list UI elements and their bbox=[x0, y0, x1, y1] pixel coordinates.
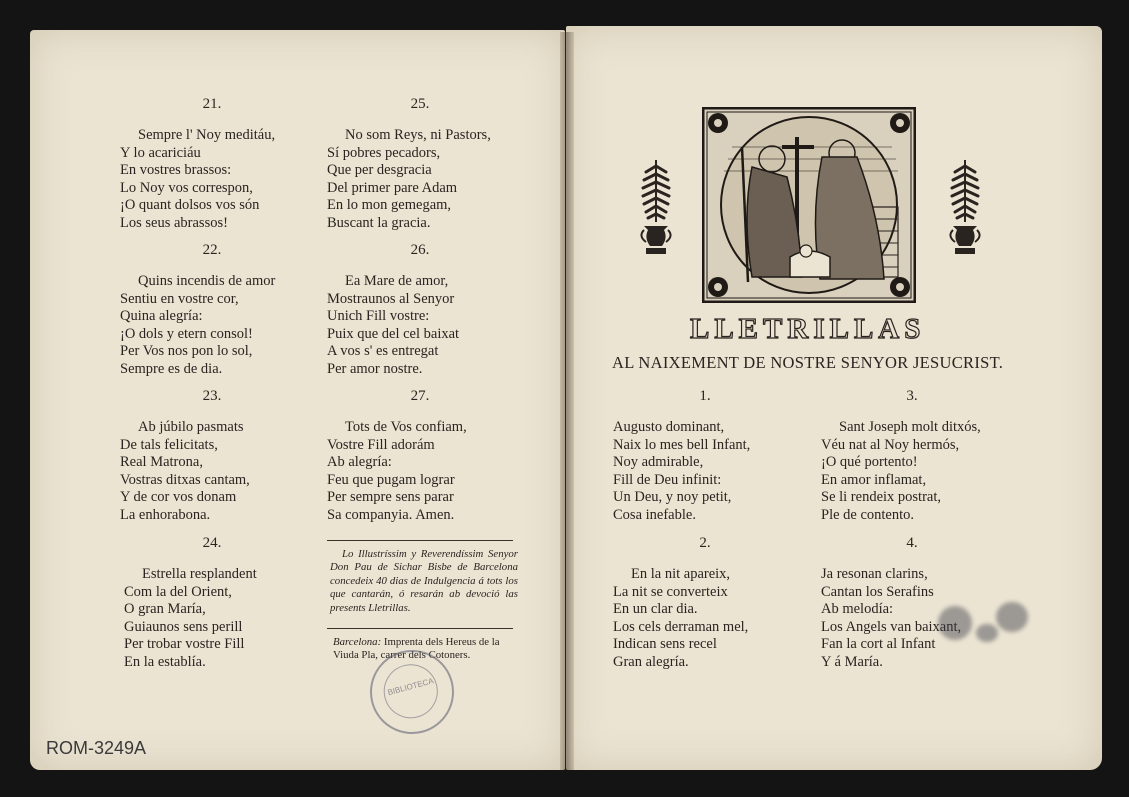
verse-line: Naix lo mes bell Infant, bbox=[613, 436, 751, 453]
verse-line: Y lo acariciáu bbox=[120, 144, 201, 161]
stanza-number: 3. bbox=[906, 388, 918, 404]
verse-line: Per amor nostre. bbox=[327, 360, 423, 377]
divider-rule bbox=[327, 540, 513, 541]
verse-line: En la establía. bbox=[124, 653, 206, 670]
ink-stain bbox=[996, 602, 1028, 632]
verse-line: ¡O dols y etern consol! bbox=[120, 325, 253, 342]
verse-line: A vos s' es entregat bbox=[327, 343, 439, 360]
stanza-number: 21. bbox=[202, 96, 222, 112]
verse-line: Véu nat al Noy hermós, bbox=[821, 436, 960, 453]
verse-line: Y á María. bbox=[821, 653, 883, 670]
indulgence-note: Lo Illustríssim y Reverendíssim Senyor Don Pau de Sichar Bisbe de Barcelona concedeix 40 dias de Indulgencia á tots los que cantarán, ó resarán ab devoció las presents Lletrillas. bbox=[330, 548, 518, 614]
stanza-24 bbox=[124, 566, 257, 672]
stanza-number: 26. bbox=[410, 242, 430, 258]
verse-line: Per Vos nos pon lo sol, bbox=[120, 343, 253, 360]
verse-line: Un Deu, y noy petit, bbox=[613, 489, 732, 506]
divider-rule bbox=[327, 628, 513, 629]
stanza-number: 22. bbox=[202, 242, 222, 258]
verse-line: Ea Mare de amor, bbox=[345, 273, 449, 289]
book-gutter bbox=[560, 32, 574, 770]
verse-line: En la nit apareix, bbox=[631, 566, 731, 582]
verse-line: Ab melodía: bbox=[821, 601, 894, 618]
verse-line: Del primer pare Adam bbox=[327, 179, 458, 196]
verse-line: Feu que pugam lograr bbox=[327, 471, 455, 488]
verse-line: Noy admirable, bbox=[613, 454, 704, 471]
verse-line: Los seus abrassos! bbox=[120, 214, 228, 231]
verse-line: Puix que del cel baixat bbox=[327, 325, 460, 342]
verse-line: Y de cor vos donam bbox=[120, 489, 237, 506]
verse-line: Sí pobres pecadors, bbox=[327, 144, 441, 161]
nativity-woodcut bbox=[702, 107, 916, 303]
stanza-number: 4. bbox=[906, 535, 918, 551]
verse-line: De tals felicitats, bbox=[120, 436, 218, 453]
subtitle: AL NAIXEMENT DE NOSTRE SENYOR JESUCRIST. bbox=[612, 353, 1004, 372]
verse-line: Estrella resplandent bbox=[142, 566, 257, 582]
stanza-number: 27. bbox=[410, 388, 430, 404]
stanza-number: 24. bbox=[202, 535, 222, 551]
verse-line: Indican sens recel bbox=[613, 636, 717, 653]
verse-line: Ja resonan clarins, bbox=[821, 566, 928, 582]
stanza-27 bbox=[327, 419, 467, 525]
verse-line: Mostraunos al Senyor bbox=[327, 290, 455, 307]
stanza-number: 2. bbox=[699, 535, 711, 551]
verse-line: ¡O qué portento! bbox=[821, 454, 918, 471]
stanza-3 bbox=[821, 419, 981, 525]
verse-line: Guiaunos sens perill bbox=[124, 618, 243, 635]
verse-line: Cantan los Serafins bbox=[821, 583, 934, 600]
page-title: LLETRILLAS bbox=[690, 313, 926, 345]
verse-line: Sempre l' Noy meditáu, bbox=[138, 127, 276, 143]
palm-vase-ornament-left bbox=[638, 158, 674, 258]
verse-line: En amor inflamat, bbox=[821, 471, 927, 488]
verse-line: Se li rendeix postrat, bbox=[821, 489, 942, 506]
verse-line: O gran María, bbox=[124, 601, 206, 618]
verse-line: Sempre es de dia. bbox=[120, 360, 223, 377]
stanza-number: 1. bbox=[699, 388, 711, 404]
verse-line: Vostre Fill adorám bbox=[327, 436, 435, 453]
verse-line: Cosa inefable. bbox=[613, 506, 696, 523]
stamp-text: BIBLIOTECA bbox=[386, 676, 435, 698]
stanza-1 bbox=[613, 419, 750, 525]
verse-line: En vostres brassos: bbox=[120, 162, 232, 179]
verse-line: Per sempre sens parar bbox=[327, 489, 454, 506]
verse-line: En lo mon gemegam, bbox=[327, 197, 452, 214]
stanza-22 bbox=[120, 273, 275, 379]
verse-line: Fill de Deu infinit: bbox=[613, 471, 722, 488]
verse-line: En un clar dia. bbox=[613, 601, 698, 618]
verse-line: Sa companyia. Amen. bbox=[327, 506, 455, 523]
verse-line: Que per desgracia bbox=[327, 162, 432, 179]
verse-line: Lo Noy vos correspon, bbox=[120, 179, 253, 196]
ink-stain bbox=[938, 606, 972, 640]
shelfmark: ROM-3249A bbox=[46, 738, 147, 758]
stanza-23 bbox=[120, 419, 250, 525]
imprint-text: Imprenta dels Hereus de la Viuda Pla, carrer dels Cotoners. bbox=[333, 636, 500, 662]
verse-line: Unich Fill vostre: bbox=[327, 308, 430, 325]
stanza-21 bbox=[120, 127, 275, 233]
verse-line: Quina alegría: bbox=[120, 308, 203, 325]
verse-line: Gran alegría. bbox=[613, 653, 689, 670]
verse-line: Per trobar vostre Fill bbox=[124, 636, 245, 653]
palm-vase-ornament-right bbox=[947, 158, 983, 258]
verse-line: Vostras ditxas cantam, bbox=[120, 471, 250, 488]
verse-line: Tots de Vos confiam, bbox=[345, 419, 467, 435]
verse-line: Los cels derraman mel, bbox=[613, 618, 749, 635]
verse-line: Quins incendis de amor bbox=[138, 273, 276, 289]
verse-line: Los Angels van baixant, bbox=[821, 618, 962, 635]
ink-stain bbox=[976, 624, 998, 642]
verse-line: Augusto dominant, bbox=[613, 419, 725, 435]
verse-line: Sentiu en vostre cor, bbox=[120, 290, 239, 307]
stanza-2 bbox=[613, 566, 748, 672]
verse-line: Real Matrona, bbox=[120, 454, 203, 471]
verse-line: Ple de contento. bbox=[821, 506, 915, 523]
verse-line: La nit se converteix bbox=[613, 583, 728, 600]
verse-line: Ab alegría: bbox=[327, 454, 392, 471]
verse-line: ¡O quant dolsos vos són bbox=[120, 197, 260, 214]
verse-line: La enhorabona. bbox=[120, 506, 211, 523]
verse-line: Buscant la gracia. bbox=[327, 214, 431, 231]
stanza-number: 25. bbox=[410, 96, 430, 112]
verse-line: Sant Joseph molt ditxós, bbox=[839, 419, 981, 435]
verse-line: Com la del Orient, bbox=[124, 583, 232, 600]
verse-line: Ab júbilo pasmats bbox=[138, 419, 244, 435]
imprint-place: Barcelona: bbox=[333, 636, 382, 648]
stanza-number: 23. bbox=[202, 388, 222, 404]
verse-line: Fan la cort al Infant bbox=[821, 636, 936, 653]
stanza-25 bbox=[327, 127, 491, 233]
stanza-26 bbox=[327, 273, 459, 379]
verse-line: No som Reys, ni Pastors, bbox=[345, 127, 491, 143]
